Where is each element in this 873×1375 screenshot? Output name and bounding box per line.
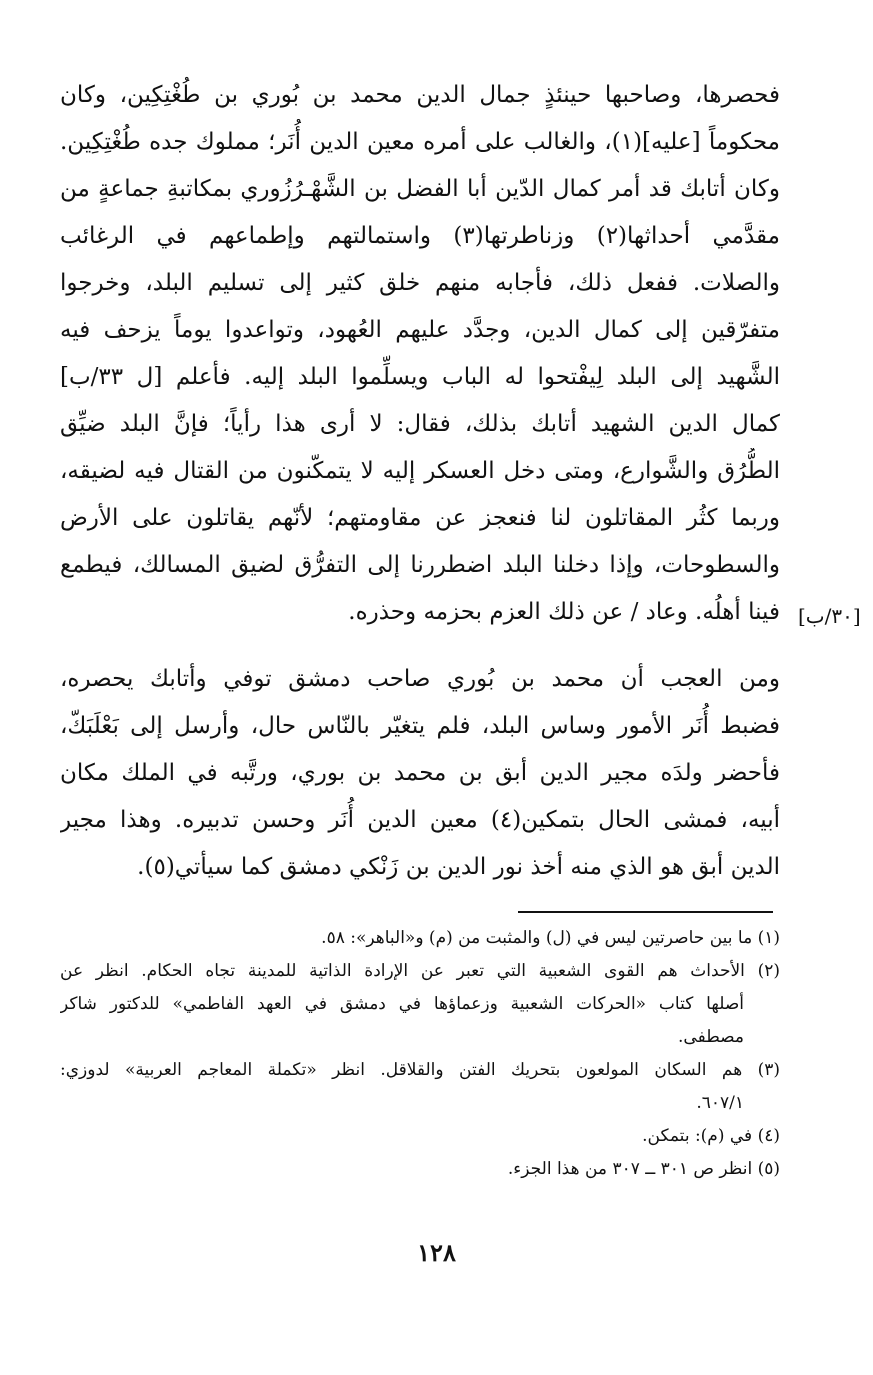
text-line: والسطوحات، وإذا دخلنا البلد اضطررنا إلى التفرُّق لضيق المسالك، فيطمع [60,552,780,578]
footnote-2-continued: مصطفى. [678,1027,744,1047]
text-line: وكان أتابك قد أمر كمال الدّين أبا الفضل بن الشَّهْـرُزُوري بمكاتبةِ جماعةٍ من [60,176,780,202]
main-paragraph-1 [60,72,780,636]
page-number: ١٢٨ [417,1238,456,1267]
text-line: فينا أهلُه. وعاد / عن ذلك العزم بحزمه وحذره. [348,599,780,625]
text-line: أبيه، فمشى الحال بتمكين(٤) معين الدين أُنَر وحسن تدبيره. وهذا مجير [60,807,780,833]
footnote-separator [518,911,773,913]
text-line: كمال الدين الشهيد أتابك بذلك، فقال: لا أرى هذا رأياً؛ فإنَّ البلد ضيِّق [60,411,780,437]
text-line: الدين أبق هو الذي منه أخذ نور الدين بن زَنْكي دمشق كما سيأتي(٥). [137,854,780,880]
text-line: ومن العجب أن محمد بن بُوري صاحب دمشق توفي وأتابك يحصره، [60,666,780,692]
text-line: الطُّرُق والشَّوارع، ومتى دخل العسكر إليه لا يتمكّنون من القتال فيه لضيقه، [60,458,780,484]
footnote-2: (٢) الأحداث هم القوى الشعبية التي تعبر عن الإرادة الذاتية للمدينة تجاه الحكام. انظر عن [60,961,780,981]
footnote-4: (٤) في (م): بتمكن. [642,1126,780,1146]
footnote-3: (٣) هم السكان المولعون بتحريك الفتن والقلاقل. انظر «تكملة المعاجم العربية» لدوزي: [60,1060,780,1080]
manuscript-folio-marker: [٣٠/ب] [798,604,861,628]
text-line: محكوماً [عليه](١)، والغالب على أمره معين الدين أُنَر؛ مملوك جده طُغْتِكِين. [60,129,780,155]
footnotes [60,922,780,1186]
text-line: والصلات. ففعل ذلك، فأجابه منهم خلق كثير إلى تسليم البلد، وخرجوا [60,270,780,296]
footnote-1: (١) ما بين حاصرتين ليس في (ل) والمثبت من (م) و«الباهر»: ٥٨. [321,928,780,948]
main-paragraph-2 [60,656,780,891]
text-line: مقدَّمي أحداثها(٢) وزناطرتها(٣) واستمالتهم وإطماعهم في الرغائب [60,223,780,249]
footnote-2-continued: أصلها كتاب «الحركات الشعبية وزعماؤها في دمشق في العهد الفاطمي» للدكتور شاكر [60,994,744,1014]
footnote-5: (٥) انظر ص ٣٠١ ــ ٣٠٧ من هذا الجزء. [507,1159,780,1179]
text-line: فحصرها، وصاحبها حينئذٍ جمال الدين محمد بن بُوري بن طُغْتِكِين، وكان [60,82,780,108]
text-line: فأحضر ولدَه مجير الدين أبق بن محمد بن بوري، ورتَّبه في الملك مكان [60,760,780,786]
footnote-3-continued: ٦٠٧/١. [696,1093,744,1113]
text-line: الشَّهيد إلى البلد لِيفْتحوا له الباب ويسلِّموا البلد إليه. فأعلم [ل ٣٣/ب] [60,364,780,390]
text-line: متفرّقين إلى كمال الدين، وجدَّد عليهم العُهود، وتواعدوا يوماً يزحف فيه [60,317,780,343]
text-line: فضبط أُنَر الأمور وساس البلد، فلم يتغيّر بالنّاس حال، وأرسل إلى بَعْلَبَكّ، [60,713,780,739]
text-line: وربما كثُر المقاتلون لنا فنعجز عن مقاومتهم؛ لأنّهم يقاتلون على الأرض [60,505,780,531]
